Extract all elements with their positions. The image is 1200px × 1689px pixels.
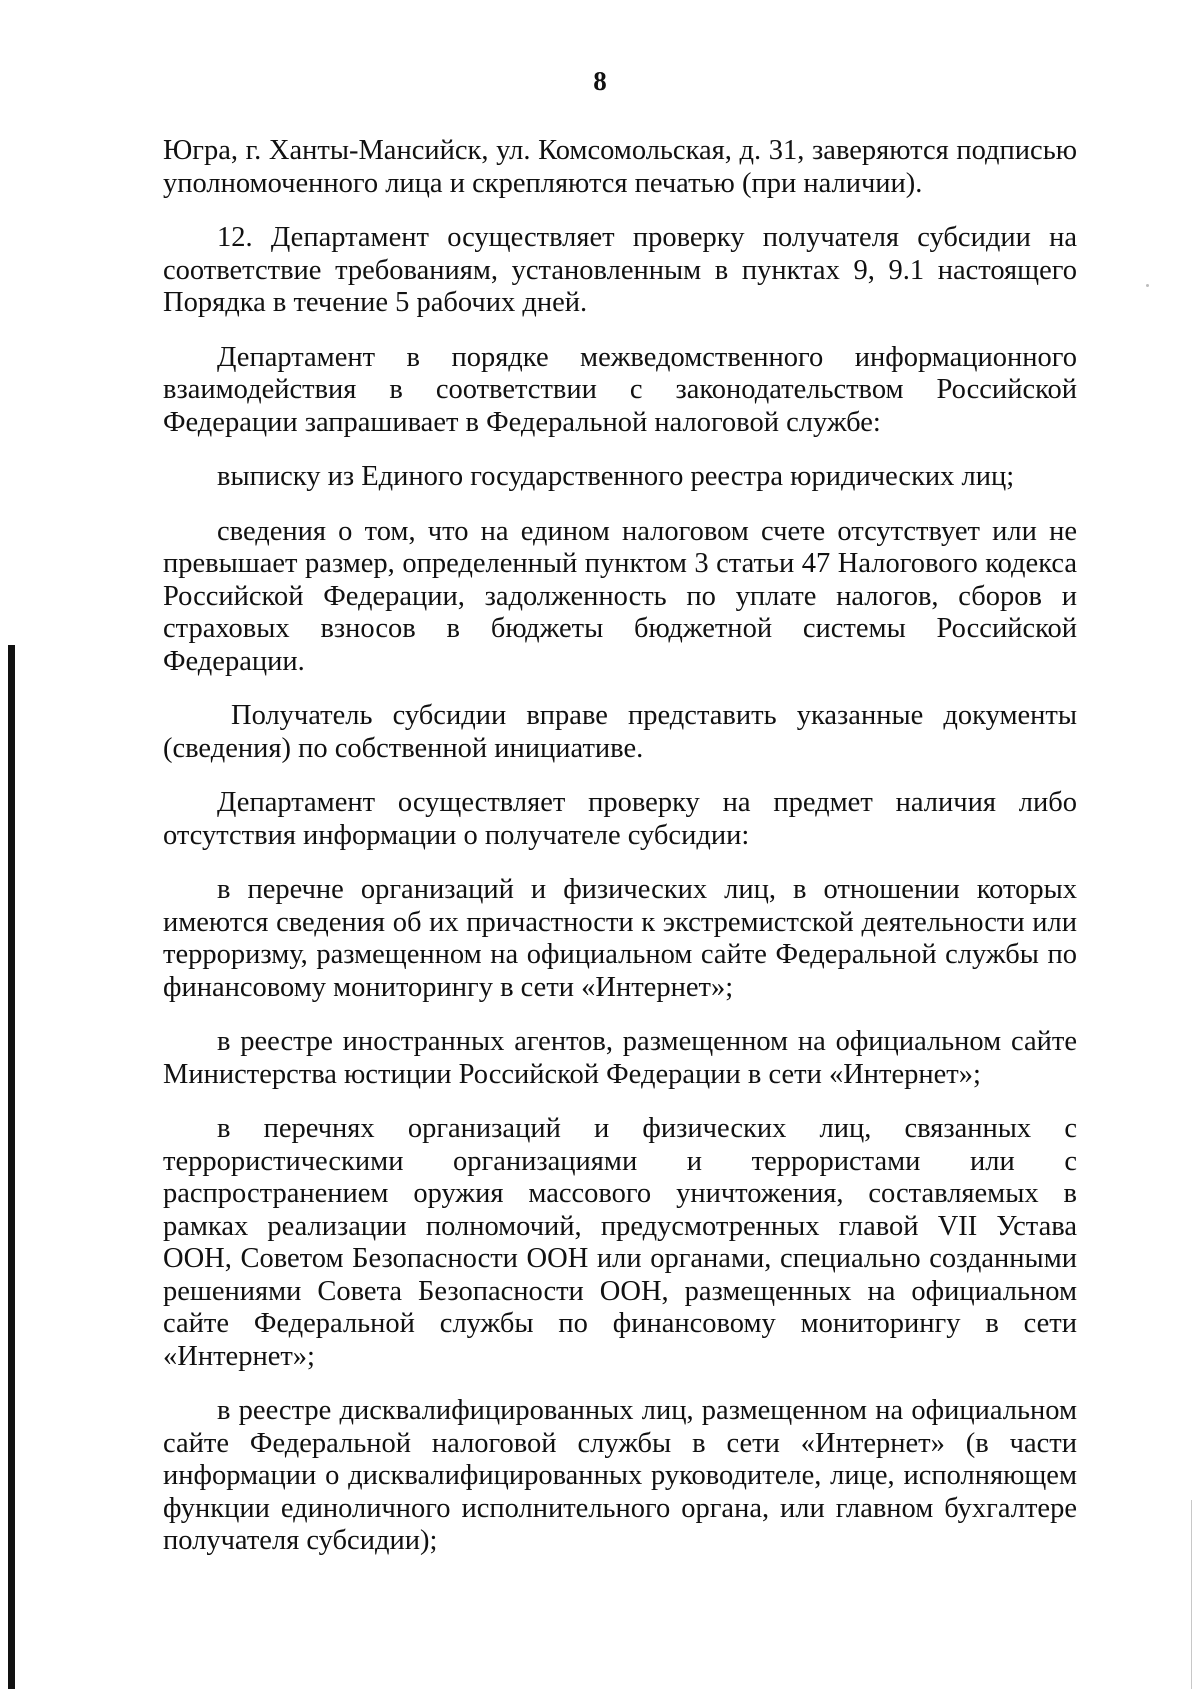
paragraph-egrul-extract: выписку из Единого государственного реестра юридических лиц; (217, 461, 1015, 492)
paragraph-extremism-list: в перечне организаций и физических лиц, в отношении которых имеются сведения об их причастности к экстремистской деятельности или терроризму, размещенном на официальном сайте Федеральной службы по финансовому мониторингу в сети «Интернет»; (163, 874, 1077, 1003)
scan-binding-edge (8, 645, 15, 1689)
paragraph-disqualified-register: в реестре дисквалифицированных лиц, размещенном на официальном сайте Федеральной налоговой службы в сети «Интернет» (в части информации о дисквалифицированных руководителе, лице, исполняющем функции единоличного исполнительного органа, или главном бухгалтере получателя субсидии); (163, 1395, 1077, 1556)
scan-speck (1146, 284, 1149, 287)
paragraph-continuation: Югра, г. Ханты-Мансийск, ул. Комсомольская, д. 31, заверяются подписью уполномоченного лица и скрепляются печатью (при наличии). (163, 135, 1077, 199)
paragraph-foreign-agents: в реестре иностранных агентов, размещенном на официальном сайте Министерства юстиции Российской Федерации в сети «Интернет»; (163, 1026, 1077, 1090)
scan-page-edge (1191, 1500, 1192, 1689)
paragraph-interagency-request: Департамент в порядке межведомственного информационного взаимодействия в соответствии с законодательством Российской Федерации запрашивает в Федеральной налоговой службе: (163, 341, 1077, 438)
paragraph-item-12: 12. Департамент осуществляет проверку получателя субсидии на соответствие требованиям, установленным в пунктах 9, 9.1 настоящего Порядка в течение 5 рабочих дней. (163, 222, 1077, 318)
document-body (163, 135, 1077, 1580)
paragraph-check-info: Департамент осуществляет проверку на предмет наличия либо отсутствия информации о получателе субсидии: (163, 787, 1077, 851)
paragraph-own-initiative: Получатель субсидии вправе представить указанные документы (сведения) по собственной инициативе. (163, 700, 1077, 764)
page-number: 8 (593, 66, 607, 96)
paragraph-terrorism-lists: в перечнях организаций и физических лиц, связанных с террористическими организациями и террористами или с распространением оружия массового уничтожения, составляемых в рамках реализации полномочий, предусмотренных главой VII Устава ООН, Советом Безопасности ООН или органами, специально созданными решениями Совета Безопасности ООН, размещенных на официальном сайте Федеральной службы по финансовому мониторингу в сети «Интернет»; (163, 1113, 1077, 1372)
paragraph-tax-debt-info: сведения о том, что на едином налоговом счете отсутствует или не превышает размер, определенный пунктом 3 статьи 47 Налогового кодекса Российской Федерации, задолженность по уплате налогов, сборов и страховых взносов в бюджеты бюджетной системы Российской Федерации. (163, 515, 1077, 677)
